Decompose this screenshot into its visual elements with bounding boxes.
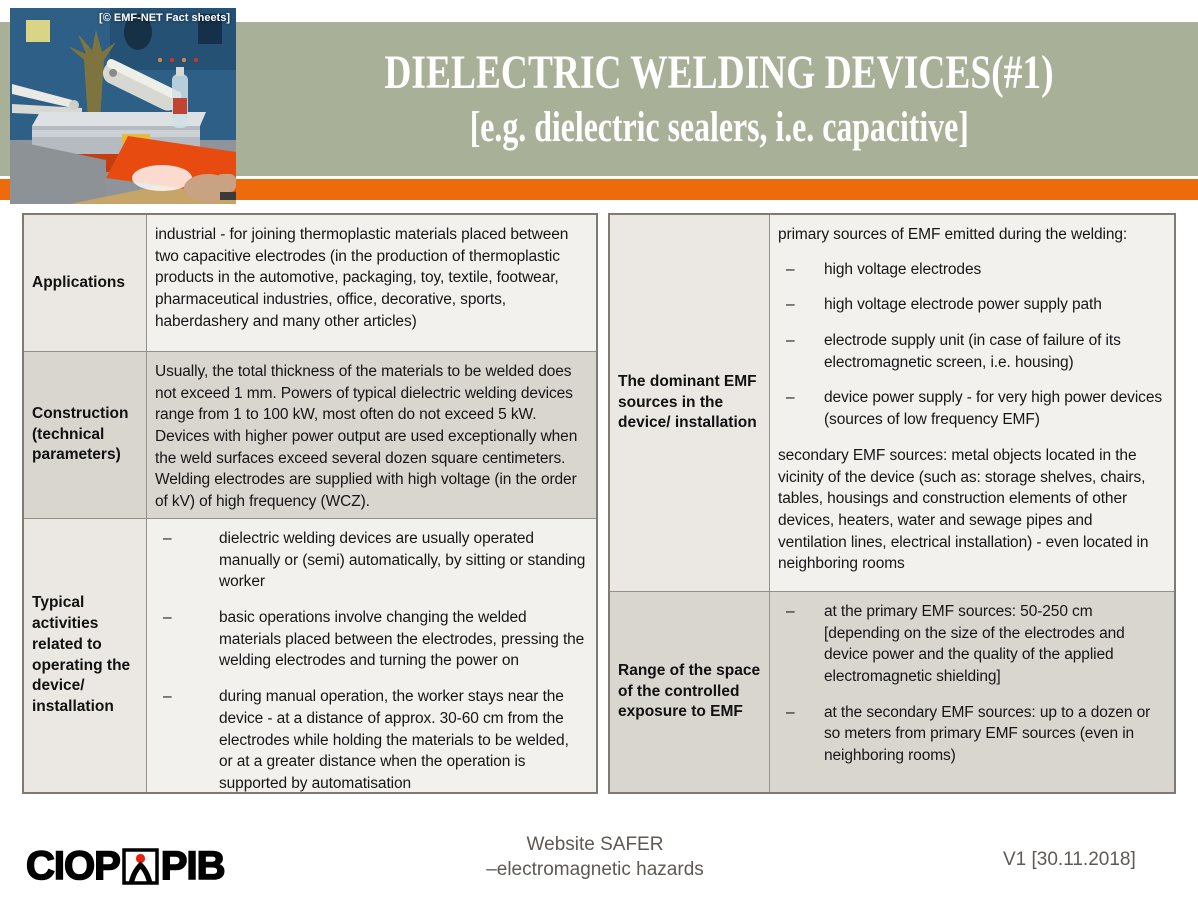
logo-text-pib: PIB <box>160 844 225 888</box>
row-label: Applications <box>24 215 147 351</box>
bullet-item <box>778 601 1164 688</box>
website-line1: Website SAFER <box>526 834 664 855</box>
row-label: The dominant EMF sources in the device/ installation <box>610 215 770 591</box>
bullet-dash: – <box>163 688 172 706</box>
row-content <box>770 215 1174 591</box>
bullet-dash: – <box>786 296 795 314</box>
table-row <box>24 352 596 519</box>
welding-machine-illustration <box>10 8 236 204</box>
table-row <box>24 519 596 792</box>
bullet-dash: – <box>786 332 795 350</box>
table-row <box>610 215 1174 592</box>
bullet-item <box>155 607 586 672</box>
row-content <box>147 215 596 351</box>
table-row <box>24 215 596 352</box>
bullet-text: at the primary EMF sources: 50-250 cm [depending on the size of the electrodes and device power and the quality of the applied electromagnetic shielding] <box>824 603 1125 686</box>
bullet-dash: – <box>786 703 795 721</box>
bullet-text: at the secondary EMF sources: up to a dozen or so meters from primary EMF sources (even in neighboring rooms) <box>824 703 1151 765</box>
row-label: Construction (technical parameters) <box>24 352 147 518</box>
page-title: DIELECTRIC WELDING DEVICES(#1) <box>384 46 1054 100</box>
bullet-item <box>155 686 586 792</box>
bullet-item <box>778 330 1164 373</box>
version-label: V1 [30.11.2018] <box>1003 849 1136 870</box>
website-line2: –electromagnetic hazards <box>486 859 704 881</box>
paragraph: Usually, the total thickness of the materials to be welded does not exceed 1 mm. Powers of typical dielectric welding devices range from 1 to 100 kW, most often do not exceed 5 kW. Devices with higher power output are used exceptionally when the weld surfaces exceed several dozen square centimeters. Welding electrodes are supplied with high voltage (in the order of kV) of high frequency (WCZ). <box>155 363 578 511</box>
page-subtitle: [e.g. dielectric sealers, i.e. capacitive] <box>469 103 969 151</box>
bullet-item <box>155 528 586 593</box>
row-label: Typical activities related to operating the device/ installation <box>24 519 147 792</box>
bullet-dash: – <box>163 609 172 627</box>
table-row <box>610 592 1174 792</box>
row-content <box>147 352 596 518</box>
row-content <box>147 519 596 792</box>
bullet-text: during manual operation, the worker stays near the device - at a distance of approx. 30-60 cm from the electrodes while holding the materials to be welded, or at a greater distance when the operation is supported by automatisation <box>219 688 569 792</box>
bullet-text: device power supply - for very high power devices (sources of low frequency EMF) <box>824 389 1162 429</box>
logo-text-ciop: CIOP <box>26 844 120 888</box>
paragraph: secondary EMF sources: metal objects located in the vicinity of the device (such as: storage shelves, chairs, tables, housings and construction elements of other devices, heaters, water and sewage pipes and ventilation lines, electrical installation) - even located in neighboring rooms <box>778 446 1149 573</box>
bullet-item <box>778 702 1164 767</box>
fact-table-right <box>608 213 1176 794</box>
person-icon <box>122 848 159 885</box>
photo-caption: [© EMF-NET Fact sheets] <box>99 12 230 24</box>
bullet-dash: – <box>786 389 795 407</box>
bullet-text: electrode supply unit (in case of failure of its electromagnetic screen, i.e. housing) <box>824 332 1121 371</box>
paragraph: industrial - for joining thermoplastic materials placed between two capacitive electrodes (in the production of thermoplastic products in the automotive, packaging, toy, textile, footwear, pharmaceutical industries, office, decorative, sports, haberdashery and many other articles) <box>155 226 569 330</box>
bullet-item <box>778 259 1164 281</box>
bullet-text: basic operations involve changing the welded materials placed between the electrodes, pressing the welding electrodes and turning the power on <box>219 609 585 670</box>
bullet-dash: – <box>163 530 172 547</box>
machine-photo <box>10 8 236 204</box>
bullet-dash: – <box>786 603 795 620</box>
bullet-item <box>778 294 1164 316</box>
ciop-pib-logo <box>26 846 224 886</box>
bullet-text: high voltage electrode power supply path <box>824 296 1102 314</box>
row-content <box>770 592 1174 792</box>
paragraph: primary sources of EMF emitted during the welding: <box>778 226 1128 243</box>
bullet-item <box>778 387 1164 430</box>
bullet-dash: – <box>786 260 795 278</box>
fact-table-left <box>22 213 598 794</box>
bullet-text: high voltage electrodes <box>824 260 982 278</box>
bullet-text: dielectric welding devices are usually operated manually or (semi) automatically, by sitting or standing worker <box>219 530 586 591</box>
row-label: Range of the space of the controlled exposure to EMF <box>610 592 770 792</box>
website-label <box>400 832 790 882</box>
